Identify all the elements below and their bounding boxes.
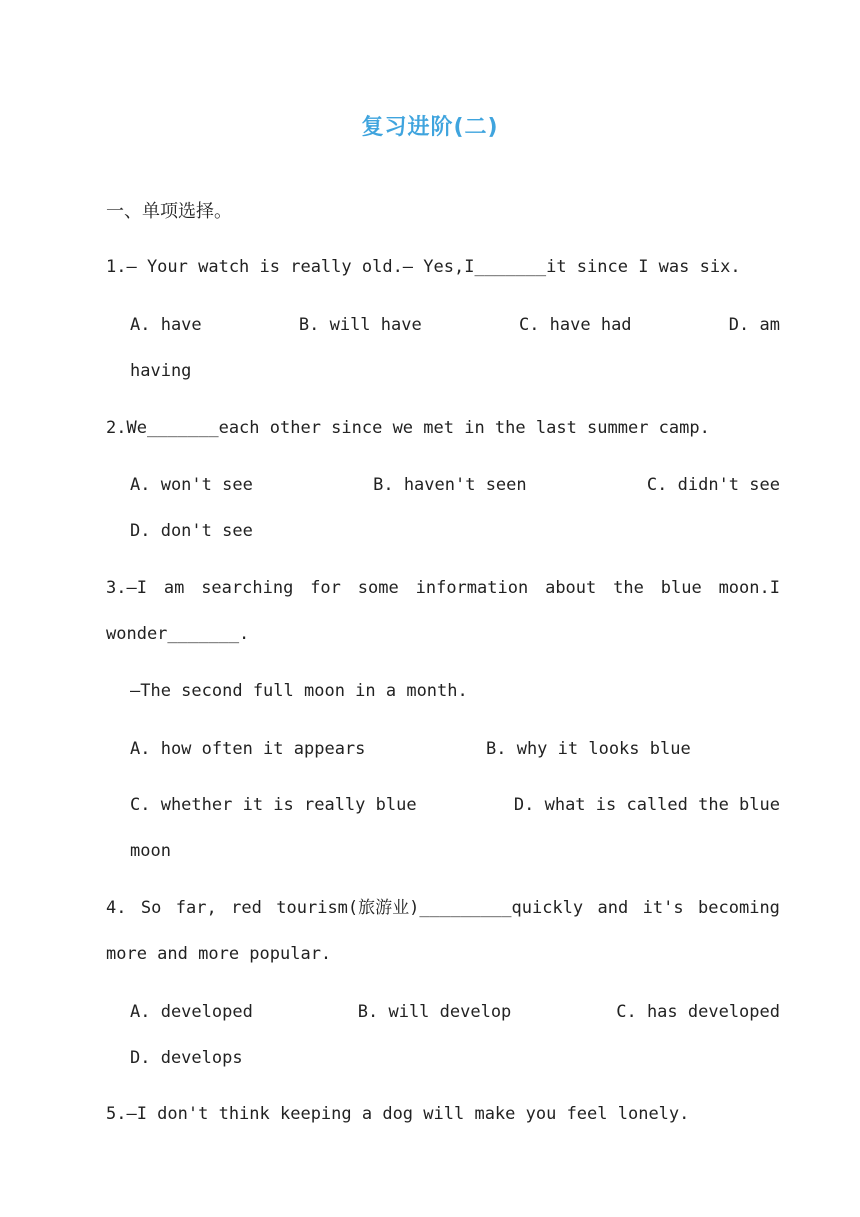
question-4-options: [130, 1000, 780, 1024]
stem-word: far,: [175, 898, 217, 918]
question-4-stem-continued: more and more popular.: [106, 944, 332, 964]
question-1-option-d: D. am: [728, 315, 780, 335]
question-3-option-d-wrap: moon: [130, 841, 171, 861]
stem-word: and: [597, 898, 629, 918]
stem-word: information: [415, 578, 529, 598]
question-3-stem: [106, 576, 780, 600]
question-3-option-c: C. whether it is really blue: [130, 795, 417, 815]
question-3-stem-continued: wonder_______.: [106, 624, 250, 644]
question-3-option-b: B. why it looks blue: [486, 739, 691, 759]
stem-word: for: [310, 578, 341, 598]
stem-word: 4.: [106, 898, 127, 918]
question-2-option-d: D. don't see: [130, 521, 253, 541]
question-1-stem: 1.— Your watch is really old.— Yes,I_______it since I was six.: [106, 257, 741, 277]
stem-word: 3.—I: [106, 578, 147, 598]
question-1-option-a: A. have: [130, 315, 202, 335]
question-4-option-b: B. will develop: [357, 1002, 512, 1022]
question-4-option-a: A. developed: [130, 1002, 253, 1022]
question-5-stem: 5.—I don't think keeping a dog will make you feel lonely.: [106, 1104, 690, 1124]
stem-word: blue: [660, 578, 702, 598]
stem-word: So: [140, 898, 162, 918]
question-2-option-a: A. won't see: [130, 475, 253, 495]
question-3-reply: —The second full moon in a month.: [130, 681, 468, 701]
question-4-option-c: C. has developed: [616, 1002, 780, 1022]
question-4-option-d: D. develops: [130, 1048, 243, 1068]
stem-word: about: [545, 578, 597, 598]
stem-word: the: [613, 578, 644, 598]
question-1-option-c: C. have had: [518, 315, 632, 335]
stem-word: am: [163, 578, 185, 598]
page-title: 复习进阶(二): [361, 115, 499, 140]
stem-word: red: [231, 898, 262, 918]
question-3-option-d: D. what is called the blue: [513, 795, 780, 815]
question-4-stem: [106, 896, 780, 920]
stem-word: becoming: [698, 898, 780, 918]
section-heading: 一、单项选择。: [106, 201, 232, 222]
question-3-options-row2: [130, 793, 780, 817]
stem-word: searching: [201, 578, 294, 598]
stem-word: it's: [642, 898, 684, 918]
question-2-option-b: B. haven't seen: [373, 475, 527, 495]
question-1-option-d-wrap: having: [130, 361, 192, 381]
question-2-stem: 2.We_______each other since we met in the last summer camp.: [106, 418, 710, 438]
stem-word: moon.I: [718, 578, 780, 598]
stem-word: tourism(旅游业)_________quickly: [276, 898, 584, 918]
question-1-option-b: B. will have: [298, 315, 422, 335]
stem-word: some: [357, 578, 399, 598]
question-3-option-a: A. how often it appears: [130, 739, 366, 759]
question-2-options: [130, 473, 780, 497]
question-1-options: [130, 313, 780, 337]
question-2-option-c: C. didn't see: [646, 475, 780, 495]
